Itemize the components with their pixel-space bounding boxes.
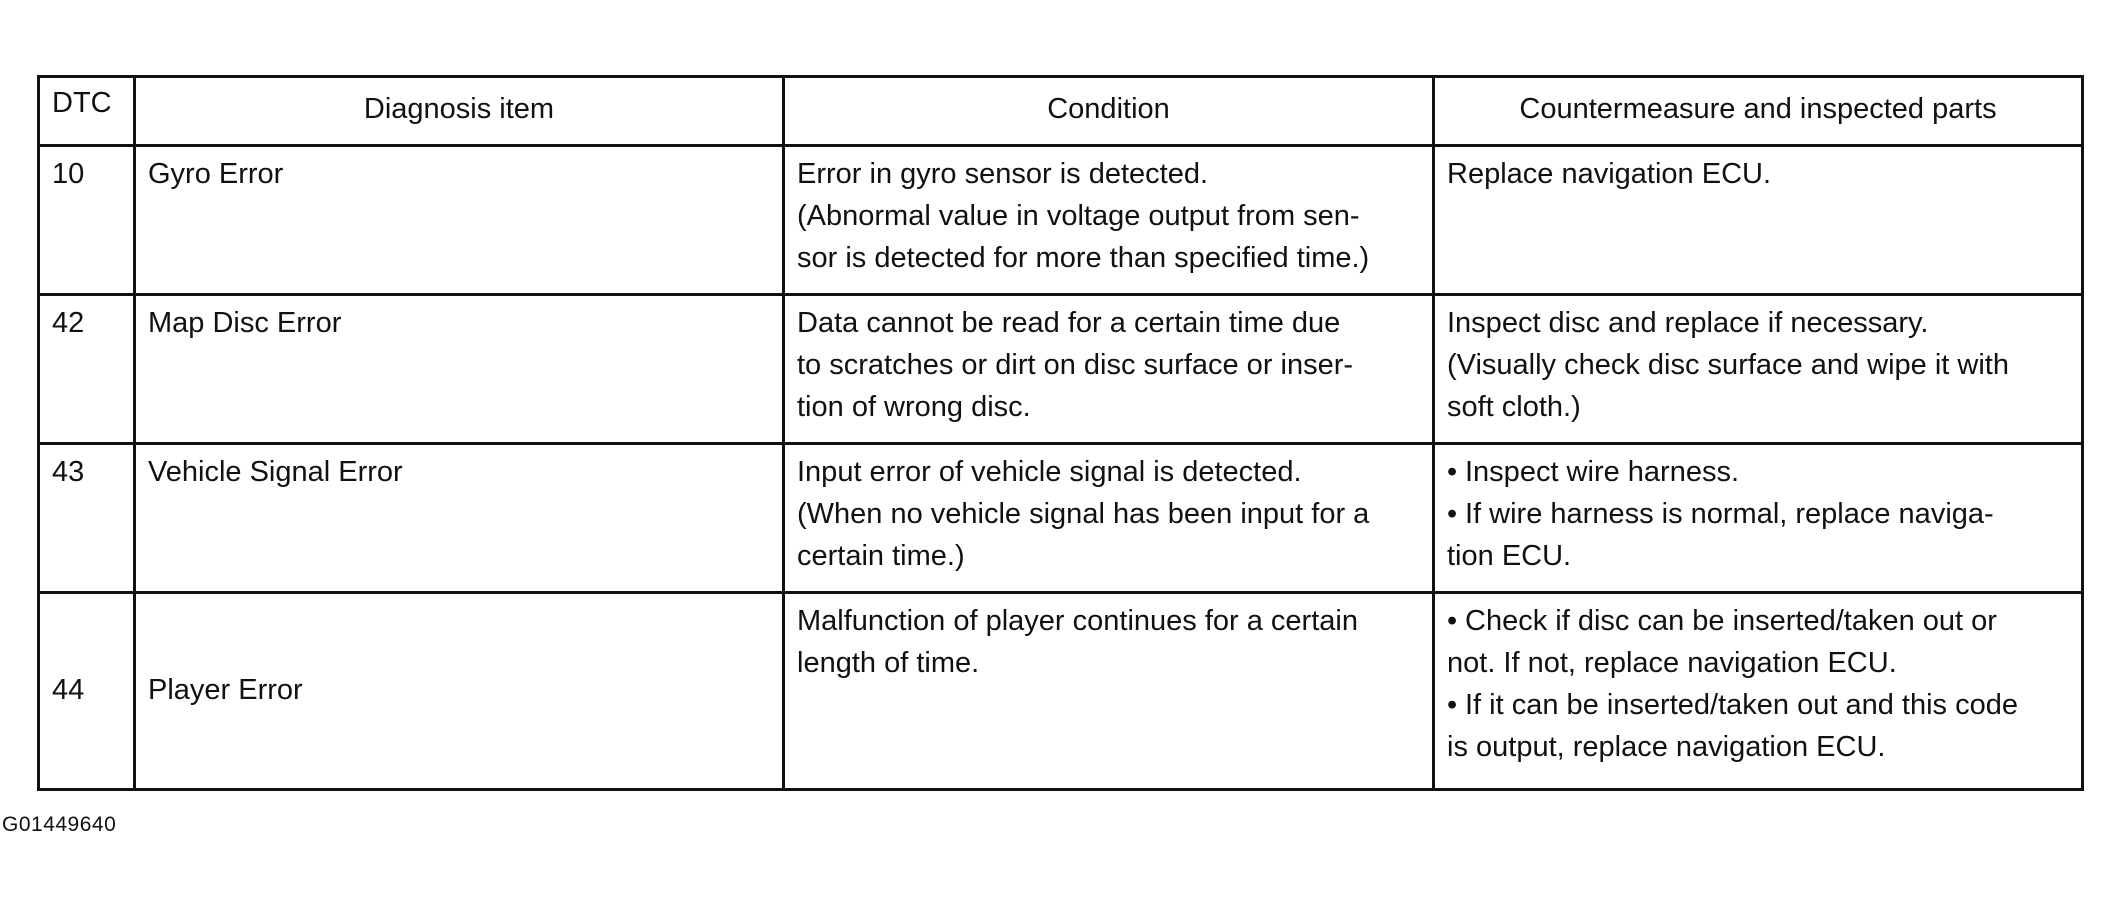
diagnosis-item: Map Disc Error xyxy=(135,295,784,444)
condition-line: tion of wrong disc. xyxy=(797,391,1031,423)
countermeasure-line: Inspect disc and replace if necessary. xyxy=(1447,307,1929,339)
header-countermeasure: Countermeasure and inspected parts xyxy=(1434,77,2083,146)
bullet-icon: • xyxy=(1447,456,1458,488)
bullet-text-continued: tion ECU. xyxy=(1447,540,1572,572)
header-diagnosis-item: Diagnosis item xyxy=(135,77,784,146)
table-row xyxy=(39,146,2083,295)
dtc-code: 44 xyxy=(39,593,135,790)
bullet-text-continued: is output, replace navigation ECU. xyxy=(1447,731,1886,763)
condition-cell xyxy=(784,295,1434,444)
condition-line: Error in gyro sensor is detected. xyxy=(797,158,1209,190)
bullet-icon: • xyxy=(1447,605,1458,637)
bullet-icon: • xyxy=(1447,689,1458,721)
dtc-code: 43 xyxy=(39,444,135,593)
countermeasure-cell xyxy=(1434,444,2083,593)
bullet-item xyxy=(1447,493,2069,577)
countermeasure-line: Replace navigation ECU. xyxy=(1447,158,1772,190)
countermeasure-line: soft cloth.) xyxy=(1447,391,1581,423)
bullet-icon: • xyxy=(1447,498,1458,530)
condition-cell xyxy=(784,146,1434,295)
bullet-text: If it can be inserted/taken out and this code xyxy=(1465,689,2018,721)
condition-line: Input error of vehicle signal is detected. xyxy=(797,456,1302,488)
diagnosis-item: Player Error xyxy=(135,593,784,790)
table-header-row xyxy=(39,77,2083,146)
bullet-text: If wire harness is normal, replace naviga- xyxy=(1465,498,1994,530)
header-condition: Condition xyxy=(784,77,1434,146)
dtc-code: 42 xyxy=(39,295,135,444)
countermeasure-line: (Visually check disc surface and wipe it with xyxy=(1447,349,2009,381)
figure-id: G01449640 xyxy=(2,813,117,836)
table-row xyxy=(39,444,2083,593)
condition-cell xyxy=(784,444,1434,593)
bullet-item xyxy=(1447,684,2069,768)
condition-line: length of time. xyxy=(797,647,980,679)
diagnosis-item: Gyro Error xyxy=(135,146,784,295)
diagnosis-item: Vehicle Signal Error xyxy=(135,444,784,593)
header-dtc: DTC xyxy=(39,77,135,146)
dtc-code: 10 xyxy=(39,146,135,295)
table-row xyxy=(39,295,2083,444)
bullet-text-continued: not. If not, replace navigation ECU. xyxy=(1447,647,1897,679)
condition-line: Data cannot be read for a certain time due xyxy=(797,307,1341,339)
condition-line: (When no vehicle signal has been input for a xyxy=(797,498,1370,530)
countermeasure-cell xyxy=(1434,146,2083,295)
countermeasure-cell xyxy=(1434,593,2083,790)
condition-line: sor is detected for more than specified time.) xyxy=(797,242,1370,274)
bullet-text: Check if disc can be inserted/taken out or xyxy=(1465,605,1997,637)
condition-line: certain time.) xyxy=(797,540,965,572)
bullet-item xyxy=(1447,600,2069,684)
countermeasure-cell xyxy=(1434,295,2083,444)
condition-cell xyxy=(784,593,1434,790)
bullet-text: Inspect wire harness. xyxy=(1465,456,1740,488)
table-row xyxy=(39,593,2083,790)
dtc-table xyxy=(37,75,2084,791)
condition-line: to scratches or dirt on disc surface or inser- xyxy=(797,349,1354,381)
condition-line: (Abnormal value in voltage output from sen- xyxy=(797,200,1360,232)
bullet-item xyxy=(1447,451,2069,493)
condition-line: Malfunction of player continues for a certain xyxy=(797,605,1358,637)
